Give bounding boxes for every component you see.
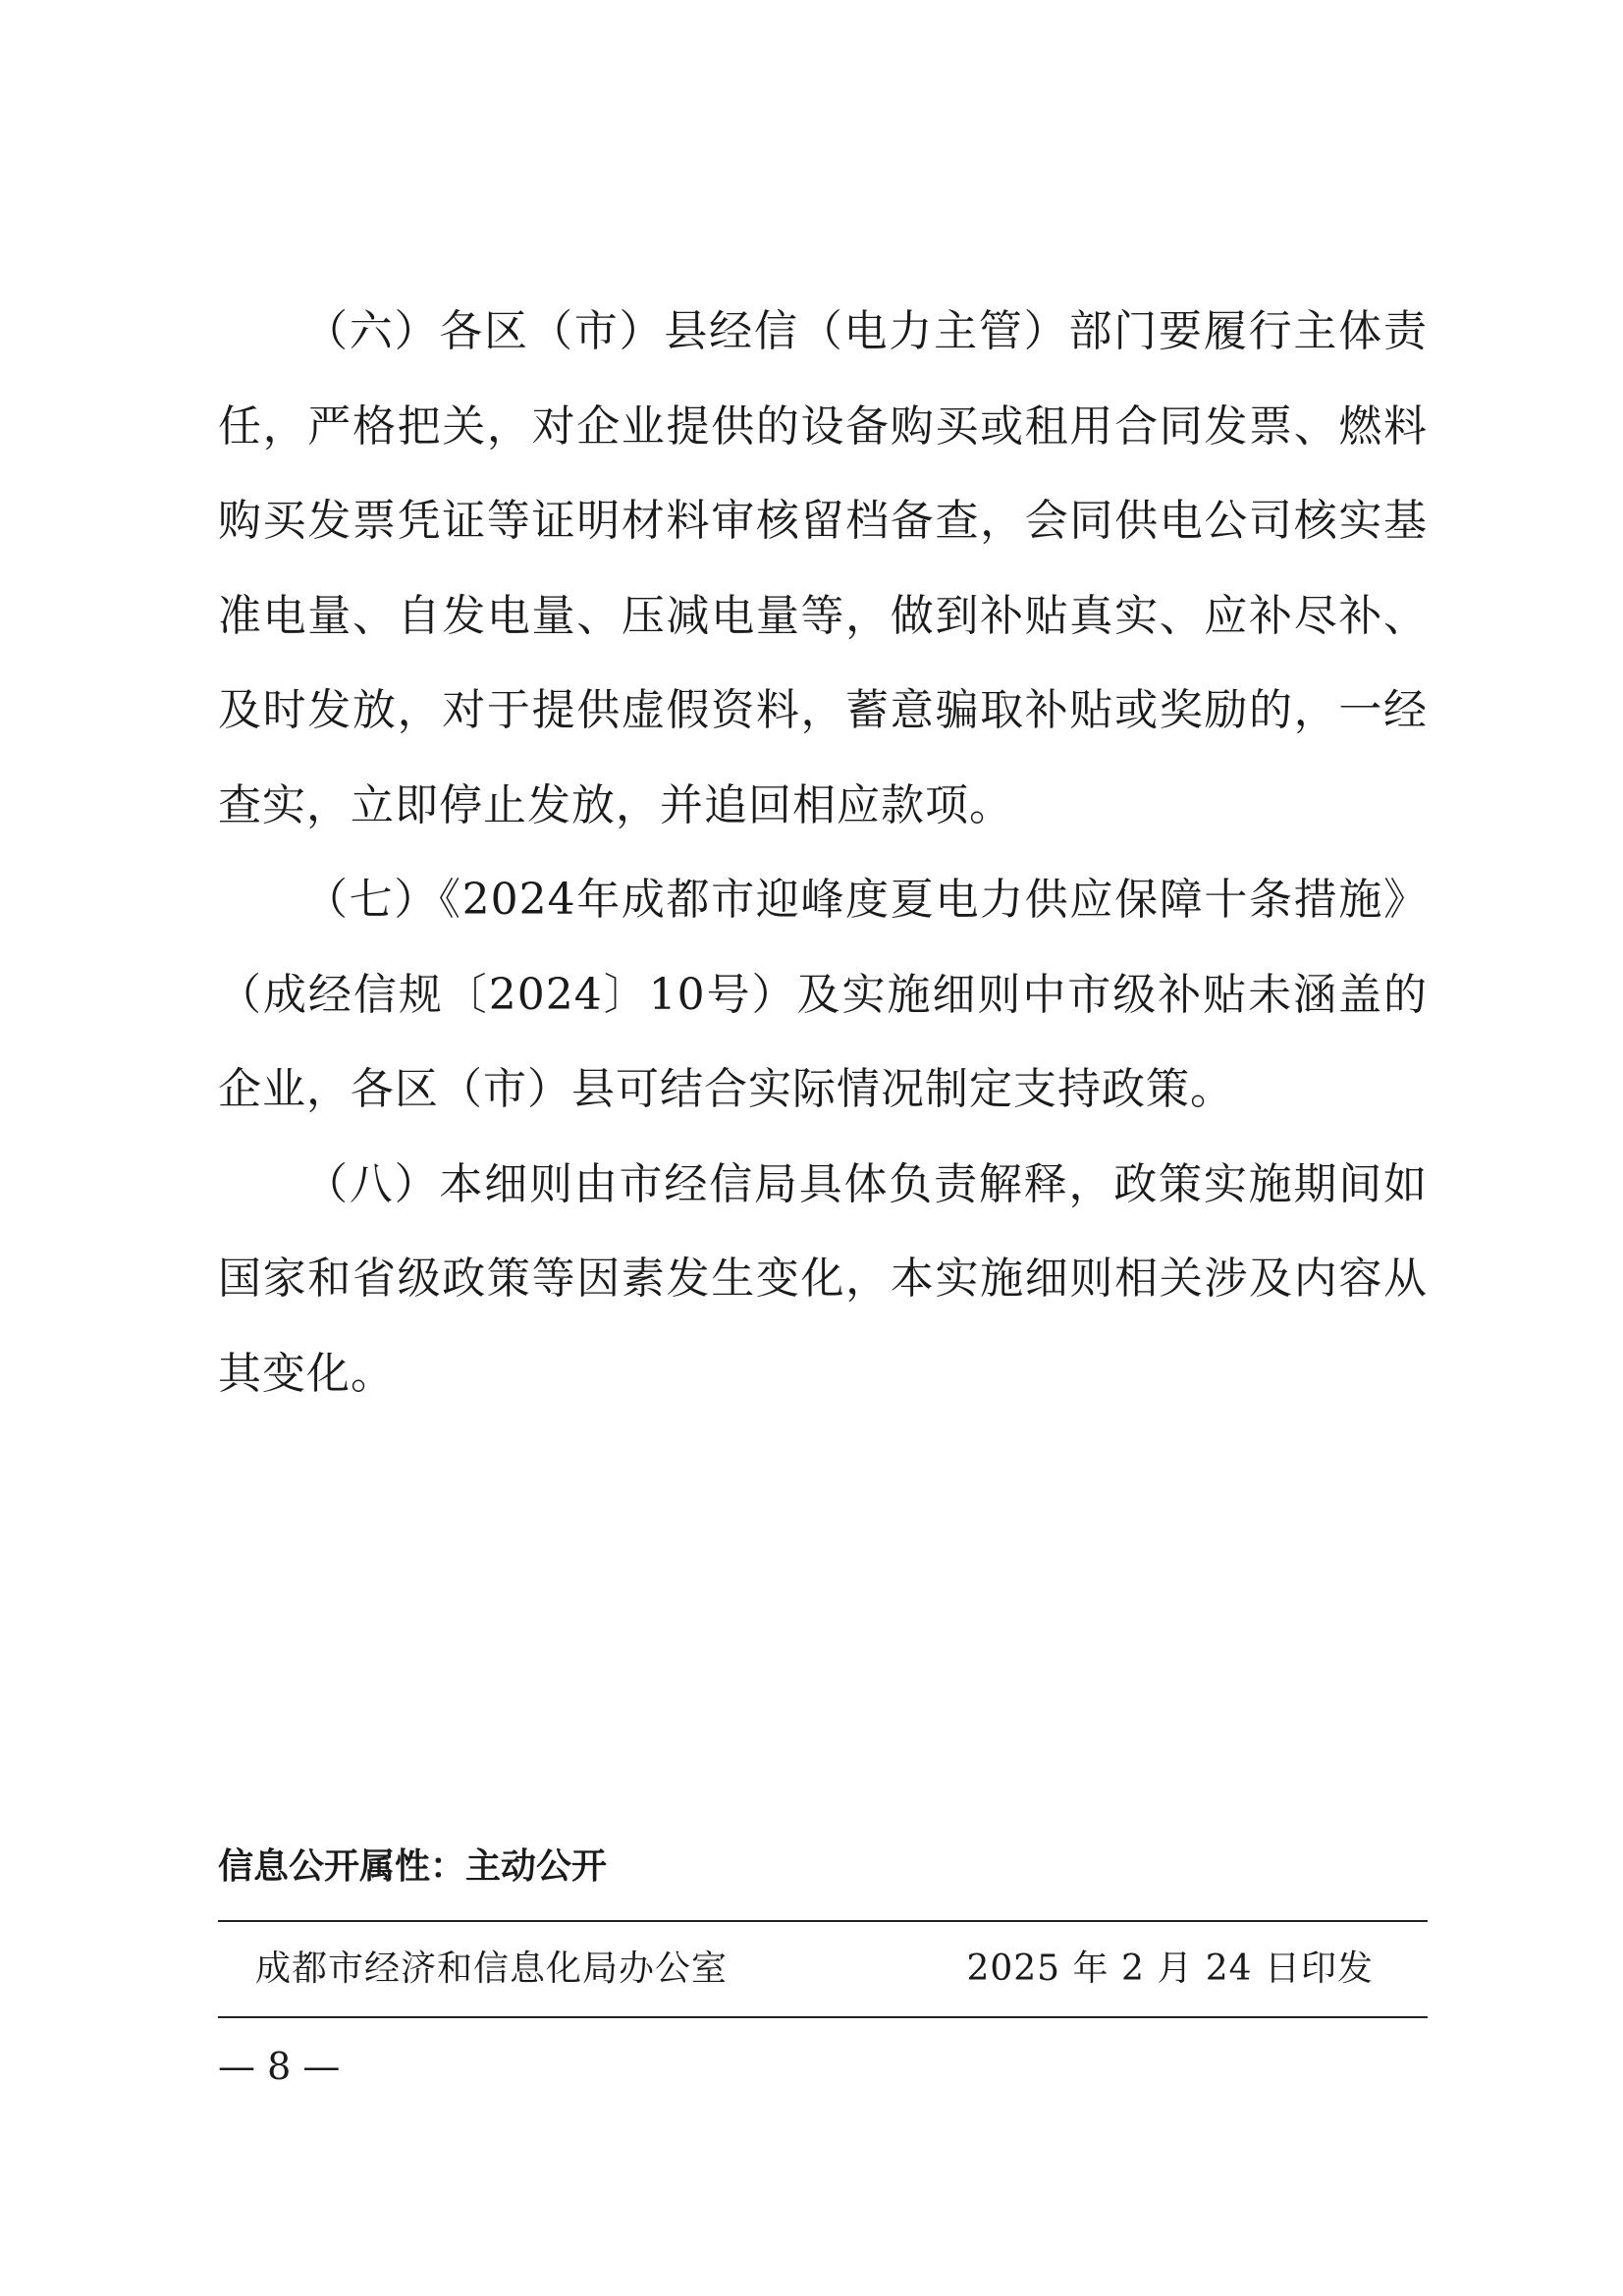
page-number: — 8 — xyxy=(218,2045,341,2088)
issuing-office: 成都市经济和信息化局办公室 xyxy=(255,1949,729,1989)
footer-top-rule xyxy=(218,1920,1428,1922)
document-body xyxy=(218,285,1428,1421)
footer-bottom-rule xyxy=(218,2016,1428,2018)
disclosure-attribute: 信息公开属性：主动公开 xyxy=(218,1846,608,1887)
paragraph-eight: （八）本细则由市经信局具体负责解释，政策实施期间如国家和省级政策等因素发生变化，本实施细则相关涉及内容从其变化。 xyxy=(218,1158,1428,1399)
issue-date: 2025 年 2 月 24 日印发 xyxy=(966,1949,1374,1989)
paragraph-seven: （七）《2024年成都市迎峰度夏电力供应保障十条措施》（成经信规〔2024〕10号）及实施细则中市级补贴未涵盖的企业，各区（市）县可结合实际情况制定支持政策。 xyxy=(218,875,1428,1114)
paragraph-six: （六）各区（市）县经信（电力主管）部门要履行主体责任，严格把关，对企业提供的设备购买或租用合同发票、燃料购买发票凭证等证明材料审核留档备查，会同供电公司核实基准电量、自发电量、压减电量等，做到补贴真实、应补尽补、及时发放，对于提供虚假资料，蓄意骗取补贴或奖励的，一经查实，立即停止发放，并追回相应款项。 xyxy=(218,306,1428,830)
